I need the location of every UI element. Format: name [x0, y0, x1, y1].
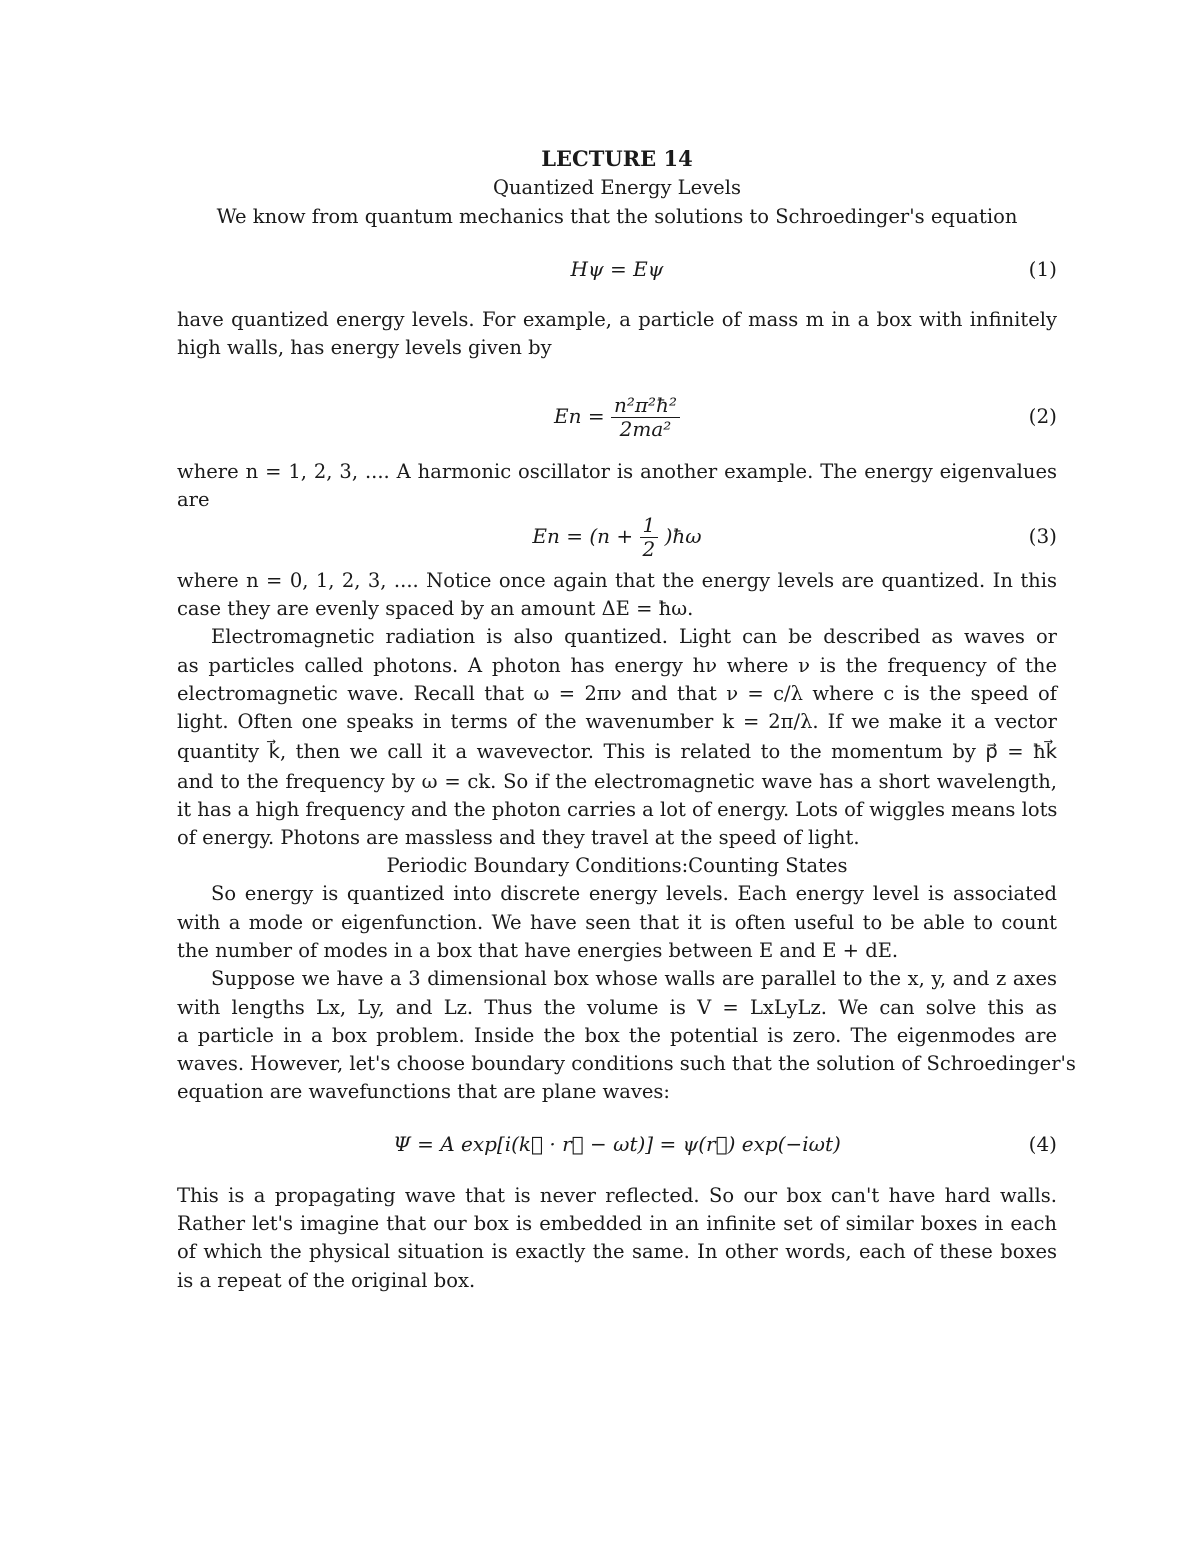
- text-line: equation are wavefunctions that are plane waves:: [177, 1080, 671, 1103]
- lecture-title: LECTURE 14: [541, 146, 693, 171]
- paragraph-start-line: Suppose we have a 3 dimensional box whose walls are parallel to the x, y, and z axes: [211, 967, 1057, 990]
- text-line: high walls, has energy levels given by: [177, 336, 552, 359]
- paragraph-start-line: So energy is quantized into discrete energy levels. Each energy level is associated: [211, 882, 1057, 905]
- text-line: We know from quantum mechanics that the solutions to Schroedinger's equation: [216, 205, 1018, 228]
- equation-2-number: (2): [1028, 404, 1057, 428]
- equation-3-denominator: 2: [642, 537, 656, 561]
- text-line: of which the physical situation is exactly the same. In other words, each of these boxes: [177, 1240, 1057, 1263]
- text-line: with lengths Lx, Ly, and Lz. Thus the volume is V = LxLyLz. We can solve this as: [177, 996, 1057, 1019]
- equation-2-denominator: 2ma²: [619, 417, 672, 441]
- equation-2: [177, 386, 1057, 446]
- equation-3-rhs: )ħω: [664, 524, 702, 548]
- lecture-subtitle: Quantized Energy Levels: [493, 176, 741, 199]
- text-line: the number of modes in a box that have energies between E and E + dE.: [177, 939, 899, 962]
- text-line: This is a propagating wave that is never reflected. So our box can't have hard walls.: [177, 1184, 1057, 1207]
- text-line: it has a high frequency and the photon carries a lot of energy. Lots of wiggles means lots: [177, 798, 1058, 821]
- equation-4: [177, 1124, 1057, 1164]
- equation-3: [177, 506, 1057, 566]
- equation-3-lhs: En = (n +: [532, 524, 634, 548]
- equation-3-number: (3): [1028, 524, 1057, 548]
- text-line: Rather let's imagine that our box is embedded in an infinite set of similar boxes in each: [177, 1212, 1057, 1235]
- equation-2-fraction: [611, 394, 680, 441]
- text-line: case they are evenly spaced by an amount ΔE = ħω.: [177, 597, 694, 620]
- text-line: and to the frequency by ω = ck. So if the electromagnetic wave has a short wavelength,: [177, 770, 1057, 793]
- equation-2-numerator: n²π²ħ²: [611, 394, 680, 418]
- equation-2-lhs: En =: [554, 404, 605, 428]
- equation-1-number: (1): [1028, 257, 1057, 281]
- text-line: a particle in a box problem. Inside the box the potential is zero. The eigenmodes are: [177, 1024, 1057, 1047]
- text-line: quantity k⃗, then we call it a wavevector. This is related to the momentum by p⃗ = ħk⃗: [177, 740, 1057, 763]
- text-line: have quantized energy levels. For example, a particle of mass m in a box with infinitely: [177, 308, 1057, 331]
- equation-1: [177, 249, 1057, 289]
- text-line: where n = 0, 1, 2, 3, .... Notice once again that the energy levels are quantized. In this: [177, 569, 1057, 592]
- text-line: is a repeat of the original box.: [177, 1269, 476, 1292]
- equation-4-body: Ψ = A exp[i(k⃗ · r⃗ − ωt)] = ψ(r⃗) exp(−iωt): [393, 1132, 841, 1156]
- equation-3-fraction: [640, 514, 659, 561]
- text-line: of energy. Photons are massless and they travel at the speed of light.: [177, 826, 860, 849]
- paragraph-start-line: Electromagnetic radiation is also quantized. Light can be described as waves or: [211, 625, 1057, 648]
- equation-4-number: (4): [1028, 1132, 1057, 1156]
- text-line: light. Often one speaks in terms of the wavenumber k = 2π/λ. If we make it a vector: [177, 710, 1057, 733]
- equation-1-body: Hψ = Eψ: [570, 257, 664, 281]
- equation-2-body: [177, 386, 1057, 446]
- text-line: as particles called photons. A photon has energy hν where ν is the frequency of the: [177, 654, 1057, 677]
- text-line: are: [177, 488, 210, 511]
- equation-3-numerator: 1: [640, 514, 659, 538]
- text-line: with a mode or eigenfunction. We have seen that it is often useful to be able to count: [177, 911, 1057, 934]
- text-line: where n = 1, 2, 3, .... A harmonic oscillator is another example. The energy eigenvalues: [177, 460, 1057, 483]
- text-line: electromagnetic wave. Recall that ω = 2πν and that ν = c/λ where c is the speed of: [177, 682, 1057, 705]
- equation-3-body: [177, 506, 1057, 566]
- text-line: waves. However, let's choose boundary conditions such that the solution of Schroedinger's: [177, 1052, 1076, 1075]
- section-heading: Periodic Boundary Conditions:Counting States: [386, 854, 848, 877]
